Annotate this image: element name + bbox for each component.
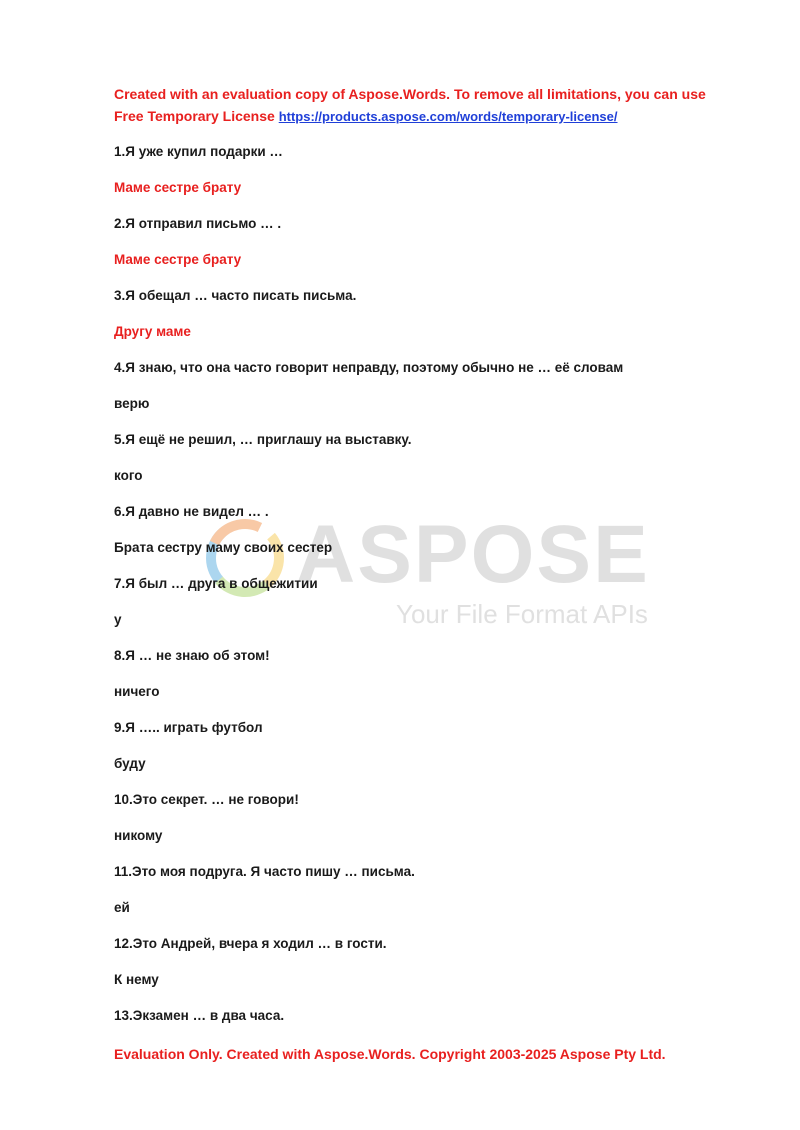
document-line: ей	[114, 900, 130, 915]
document-line: кого	[114, 468, 143, 483]
document-line: 1.Я уже купил подарки …	[114, 144, 283, 159]
document-line: 6.Я давно не видел … .	[114, 504, 269, 519]
answer-options-line: Маме сестре брату	[114, 180, 242, 195]
document-line: 13.Экзамен … в два часа.	[114, 1008, 285, 1023]
document-line: у	[114, 612, 122, 627]
document-line: 3.Я обещал … часто писать письма.	[114, 288, 357, 303]
document-line: 4.Я знаю, что она часто говорит неправду, поэтому обычно не … её словам	[114, 360, 624, 375]
document-line: ничего	[114, 684, 160, 699]
document-line: Брата сестру маму своих сестер	[114, 540, 333, 555]
answer-options-line: Другу маме	[114, 324, 191, 339]
answer-options-line: Маме сестре брату	[114, 252, 242, 267]
license-label: Free Temporary License	[114, 108, 275, 124]
temporary-license-link[interactable]: https://products.aspose.com/words/temporary-license/	[278, 109, 618, 124]
document-line: верю	[114, 396, 150, 411]
document-line: 10.Это секрет. … не говори!	[114, 792, 299, 807]
watermark-tagline: Your File Format APIs	[396, 599, 648, 629]
document-line: 9.Я ….. играть футбол	[114, 720, 263, 735]
document-line: 8.Я … не знаю об этом!	[114, 648, 270, 663]
document-line: буду	[114, 756, 146, 771]
evaluation-notice-line1: Created with an evaluation copy of Aspose.Words. To remove all limitations, you can use	[114, 86, 706, 102]
document-line: 12.Это Андрей, вчера я ходил … в гости.	[114, 936, 387, 951]
document-body	[114, 141, 714, 1041]
document-line: 5.Я ещё не решил, … приглашу на выставку.	[114, 432, 412, 447]
document-line: 11.Это моя подруга. Я часто пишу … письма.	[114, 864, 415, 879]
document-line: 2.Я отправил письмо … .	[114, 216, 282, 231]
document-line: 7.Я был … друга в общежитии	[114, 576, 318, 591]
evaluation-notice	[114, 83, 734, 128]
evaluation-footer: Evaluation Only. Created with Aspose.Words. Copyright 2003-2025 Aspose Pty Ltd.	[114, 1046, 666, 1062]
document-line: никому	[114, 828, 163, 843]
evaluation-notice-line2	[114, 105, 734, 128]
document-line: К нему	[114, 972, 159, 987]
watermark-word: ASPOSE	[296, 509, 650, 600]
